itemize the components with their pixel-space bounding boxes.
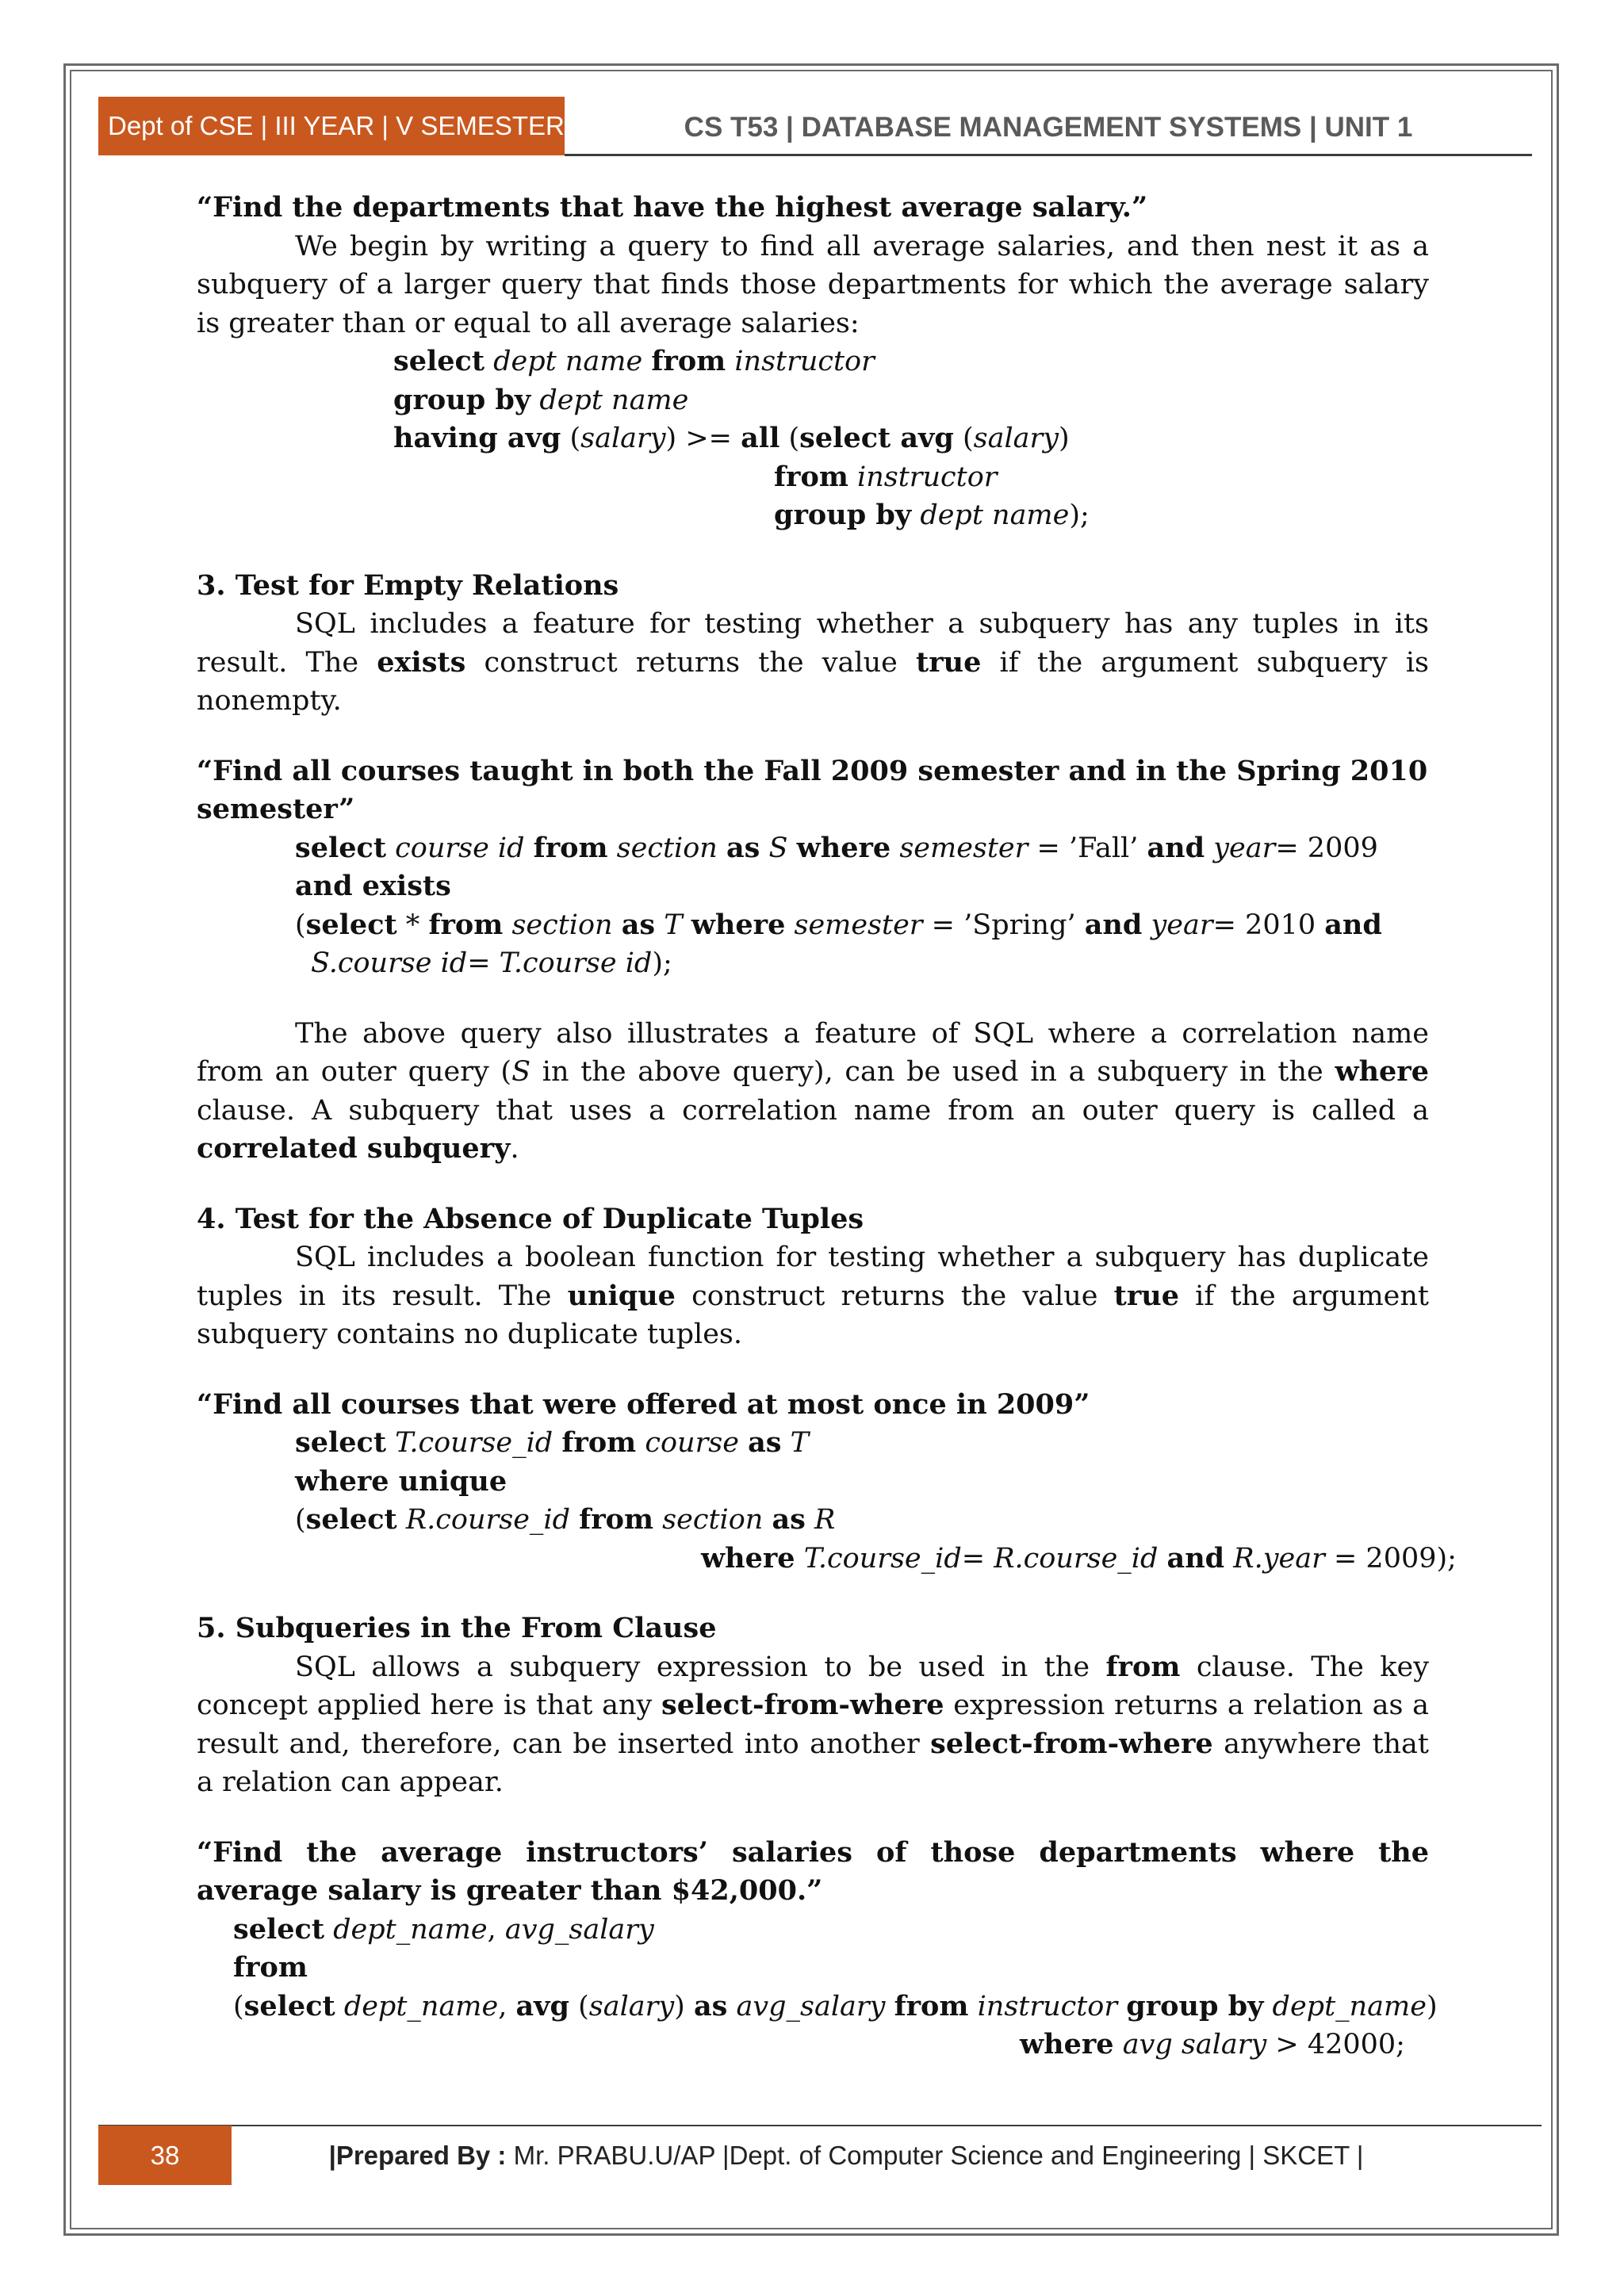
sql-line: (select * from section as T where semester = ’Spring’ and year= 2010 and: [295, 908, 1382, 941]
section-4-query-title: “Find all courses that were offered at most once in 2009”: [197, 1387, 1090, 1421]
sql-line: where avg salary > 42000;: [1020, 2028, 1405, 2061]
sql-line: having avg (salary) >= all (select avg (salary): [393, 422, 1070, 454]
section-3-heading: 3. Test for Empty Relations: [197, 568, 619, 602]
section-3-explanation: The above query also illustrates a feature of SQL where a correlation name from an outer query (S in the above query), can be used in a subquery in the where clause. A subquery that uses a correlation name from an outer query is called a correlated subquery.: [197, 1017, 1430, 1165]
sql-line: group by dept name: [393, 383, 689, 416]
sql-line: select T.course_id from course as T: [295, 1426, 810, 1459]
footer-credits: |Prepared By : Mr. PRABU.U/AP |Dept. of Computer Science and Engineering | SKCET |: [328, 2141, 1364, 2170]
section-5-sql-block: [197, 1911, 1438, 2064]
sql-line: where T.course_id= R.course_id and R.year = 2009);: [701, 1541, 1457, 1575]
header-rule: [565, 154, 1532, 156]
section-3-paragraph: SQL includes a feature for testing whether a subquery has any tuples in its result. The exists construct returns the value true if the argument subquery is nonempty.: [197, 608, 1429, 717]
section-3-query-title: “Find all courses taught in both the Fall 2009 semester and in the Spring 2010 semester”: [197, 754, 1428, 825]
sql-line: where unique: [295, 1464, 508, 1498]
sql-line: group by dept name);: [774, 499, 1090, 531]
q1-title: “Find the departments that have the highest average salary.”: [197, 191, 1148, 224]
section-3-sql-block: [197, 829, 1429, 983]
sql-line: (select R.course_id from section as R: [295, 1503, 836, 1536]
section-5-heading: 5. Subqueries in the From Clause: [197, 1612, 717, 1644]
header-dept-label: Dept of CSE | III YEAR | V SEMESTER: [98, 97, 565, 155]
section-5-paragraph: SQL allows a subquery expression to be used in the from clause. The key concept applied here is that any select-from-where expression returns a relation as a result and, therefore, can be inserted into another select-from-where anywhere that a relation can appear.: [197, 1650, 1430, 1798]
q1-paragraph: We begin by writing a query to find all average salaries, and then nest it as a subquery of a larger query that finds those departments for which the average salary is greater than or equal to all average salaries:: [197, 230, 1429, 339]
sql-line: (select dept_name, avg (salary) as avg_salary from instructor group by dept_name): [233, 1989, 1438, 2022]
sql-line: and exists: [295, 870, 451, 902]
section-4-sql-block: [197, 1424, 1457, 1578]
section-5-query-title: “Find the average instructors’ salaries of those departments where the average salary is greater than $42,000.”: [197, 1835, 1429, 1907]
sql-line: select dept name from instructor: [393, 345, 875, 377]
page-content: [197, 189, 1457, 2064]
sql-line: from: [233, 1951, 308, 1984]
sql-line: from instructor: [774, 460, 998, 493]
q1-sql-block: [197, 342, 1429, 535]
section-4-heading: 4. Test for the Absence of Duplicate Tuples: [197, 1202, 864, 1235]
sql-line: S.course id= T.course id);: [311, 947, 672, 979]
section-4-paragraph: SQL includes a boolean function for testing whether a subquery has duplicate tuples in its result. The unique construct returns the value true if the argument subquery contains no duplicate tuples.: [197, 1242, 1429, 1350]
sql-line: select dept_name, avg_salary: [233, 1912, 654, 1946]
sql-line: select course id from section as S where semester = ’Fall’ and year= 2009: [295, 831, 1378, 864]
header-course-title: CS T53 | DATABASE MANAGEMENT SYSTEMS | UNIT 1: [684, 112, 1413, 143]
page-number: 38: [98, 2126, 232, 2185]
